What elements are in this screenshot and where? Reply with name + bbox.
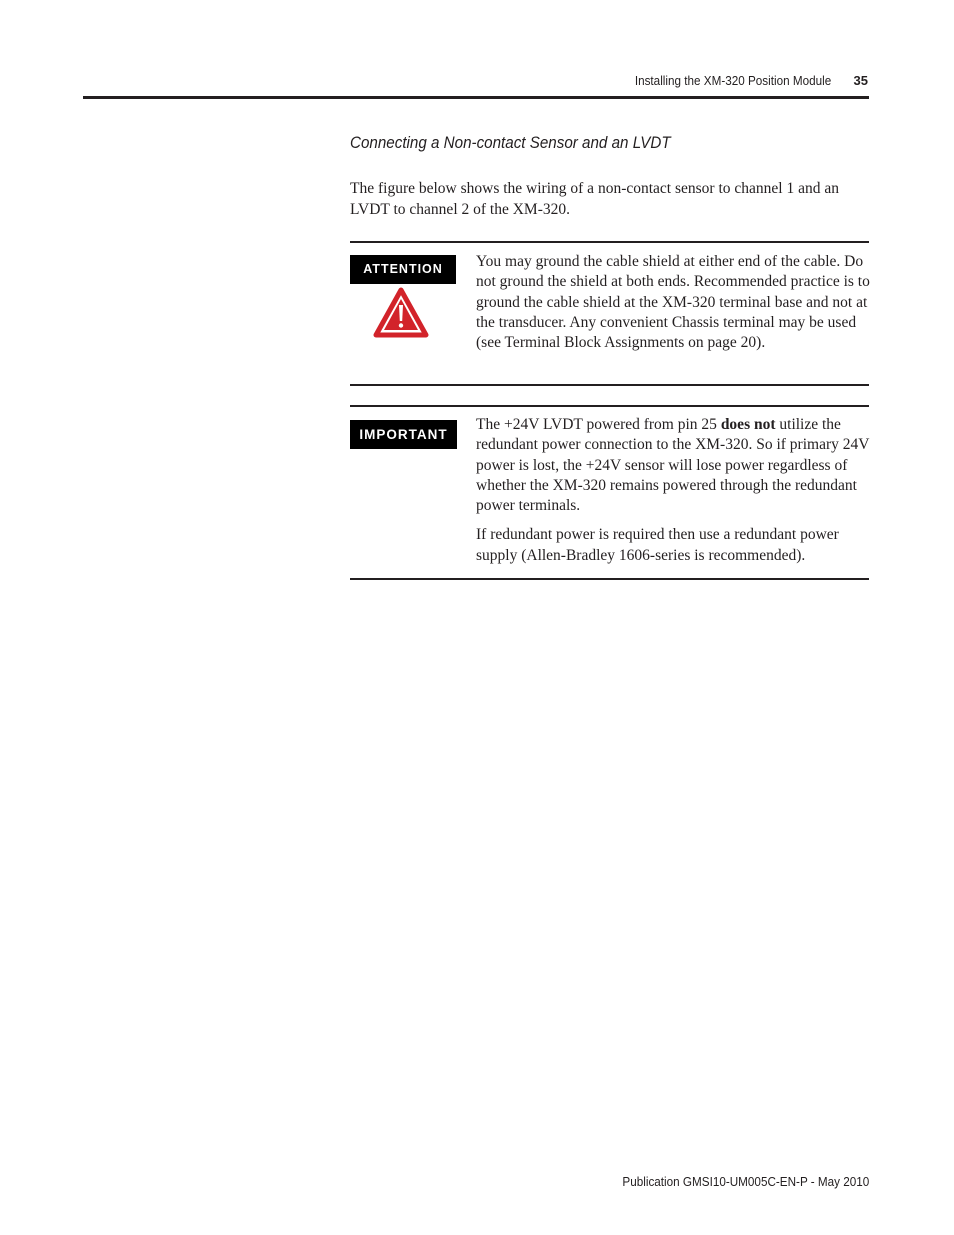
important-label: IMPORTANT: [350, 420, 457, 449]
section-title: Connecting a Non-contact Sensor and an LVDT: [350, 134, 671, 152]
important-emphasis: does not: [720, 416, 776, 433]
important-paragraph-2: If redundant power is required then use a redundant power supply (Allen-Bradley 1606-series is recommended).: [476, 526, 839, 564]
publication-footer: Publication GMSI10-UM005C-EN-P - May 2010: [622, 1174, 869, 1189]
attention-text: You may ground the cable shield at either end of the cable. Do not ground the shield at both ends. Recommended practice is to ground the cable shield at the XM-320 terminal base and not at the transducer. Any convenient Chassis terminal may be used (see Terminal Block Assignments on page 20).: [476, 253, 870, 352]
intro-paragraph: The figure below shows the wiring of a non-contact sensor to channel 1 and an LVDT to channel 2 of the XM-320.: [350, 180, 839, 218]
important-text-start: The +24V LVDT powered from pin 25: [476, 416, 721, 433]
header-rule: [83, 96, 869, 99]
header-title: Installing the XM-320 Position Module: [634, 73, 831, 88]
important-text-end: utilize the redundant power connection to the XM-320. So if primary 24V power is lost, the +24V sensor will lose power regardless of whether the XM-320 remains powered through the redundant power terminals.: [476, 416, 870, 515]
important-box: [350, 405, 869, 580]
attention-box: [350, 241, 869, 386]
page-number: 35: [853, 73, 868, 88]
important-text: [476, 415, 871, 575]
important-paragraph-1: [476, 415, 871, 516]
attention-label: ATTENTION: [350, 255, 456, 284]
warning-triangle-icon: [373, 287, 429, 338]
